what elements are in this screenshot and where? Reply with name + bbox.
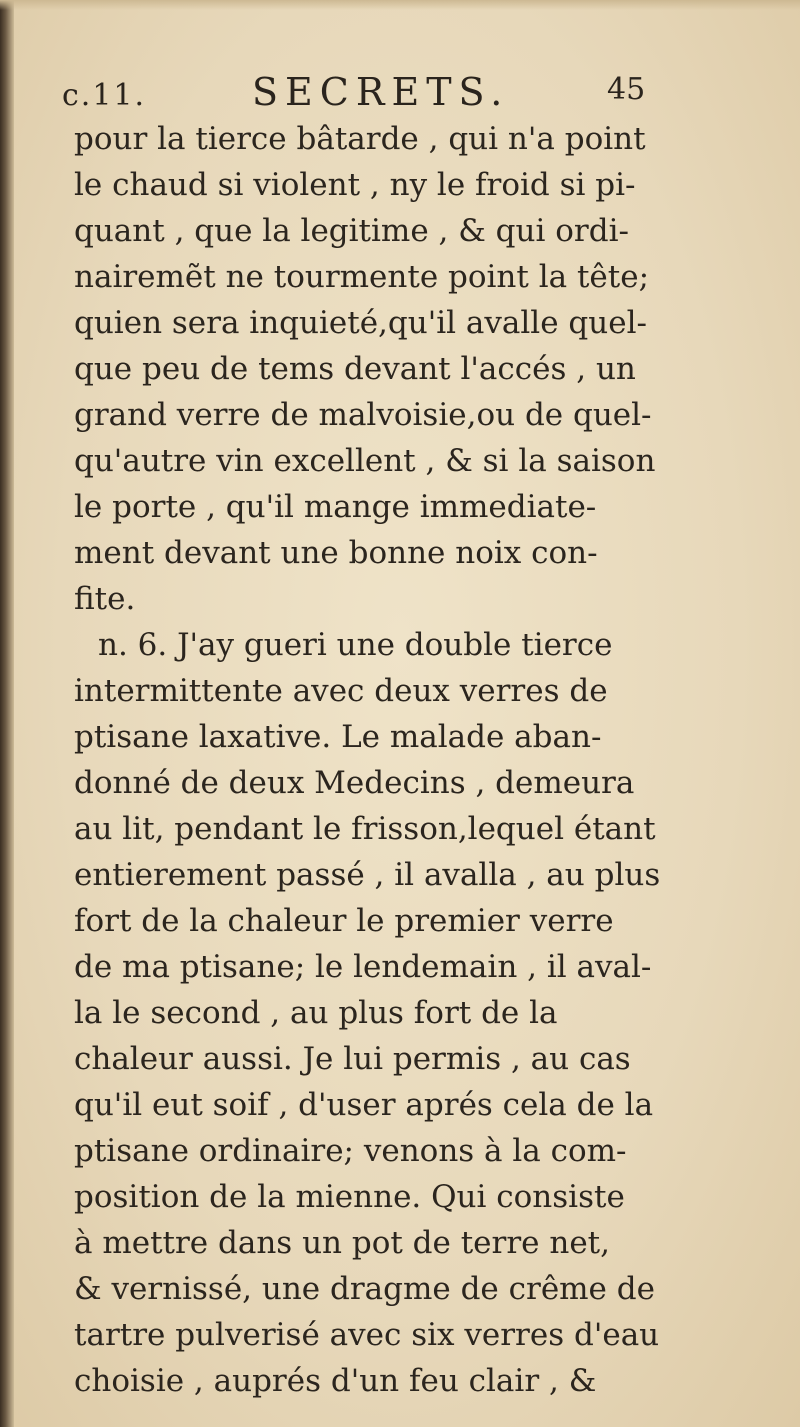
paragraph-start-line: n. 6. J'ay gueri une double tierce [98,627,613,663]
text-line: fort de la chaleur le premier verre [74,903,614,939]
text-line: ptisane laxative. Le malade aban- [74,719,602,755]
text-line: au lit, pendant le frisson,lequel étant [74,811,656,847]
text-line: chaleur aussi. Je lui permis , au cas [74,1041,631,1077]
text-line: donné de deux Medecins , demeura [74,765,635,801]
page-number: 45 [607,72,646,107]
text-line: tartre pulverisé avec six verres d'eau [74,1317,660,1353]
text-line: à mettre dans un pot de terre net, [74,1225,610,1261]
text-line: que peu de tems devant l'accés , un [74,351,636,387]
binding-edge [0,0,14,1427]
running-title: SECRETS. [252,70,510,114]
chapter-marker: c.11. [62,78,147,113]
text-line: le chaud si violent , ny le froid si pi- [74,167,636,203]
text-line: qu'il eut soif , d'user aprés cela de la [74,1087,654,1123]
text-line: la le second , au plus fort de la [74,995,558,1031]
body-text [74,116,694,1404]
text-line: le porte , qu'il mange immediate- [74,489,597,525]
text-line: qu'autre vin excellent , & si la saison [74,443,656,479]
page-top-edge [0,0,800,10]
text-line: quant , que la legitime , & qui ordi- [74,213,629,249]
text-line: quien sera inquieté,qu'il avalle quel- [74,305,647,341]
text-line: ment devant une bonne noix con- [74,535,598,571]
text-line: nairemẽt ne tourmente point la tête; [74,259,650,295]
text-line: grand verre de malvoisie,ou de quel- [74,397,652,433]
text-line: choisie , auprés d'un feu clair , & [74,1363,597,1399]
running-head [62,70,662,120]
text-line: de ma ptisane; le lendemain , il aval- [74,949,652,985]
text-line: position de la mienne. Qui consiste [74,1179,625,1215]
text-line: fite. [74,581,136,617]
text-line: & vernissé, une dragme de crême de [74,1271,655,1307]
text-line: pour la tierce bâtarde , qui n'a point [74,121,646,157]
text-line: entierement passé , il avalla , au plus [74,857,661,893]
text-line: ptisane ordinaire; venons à la com- [74,1133,627,1169]
text-line: intermittente avec deux verres de [74,673,608,709]
